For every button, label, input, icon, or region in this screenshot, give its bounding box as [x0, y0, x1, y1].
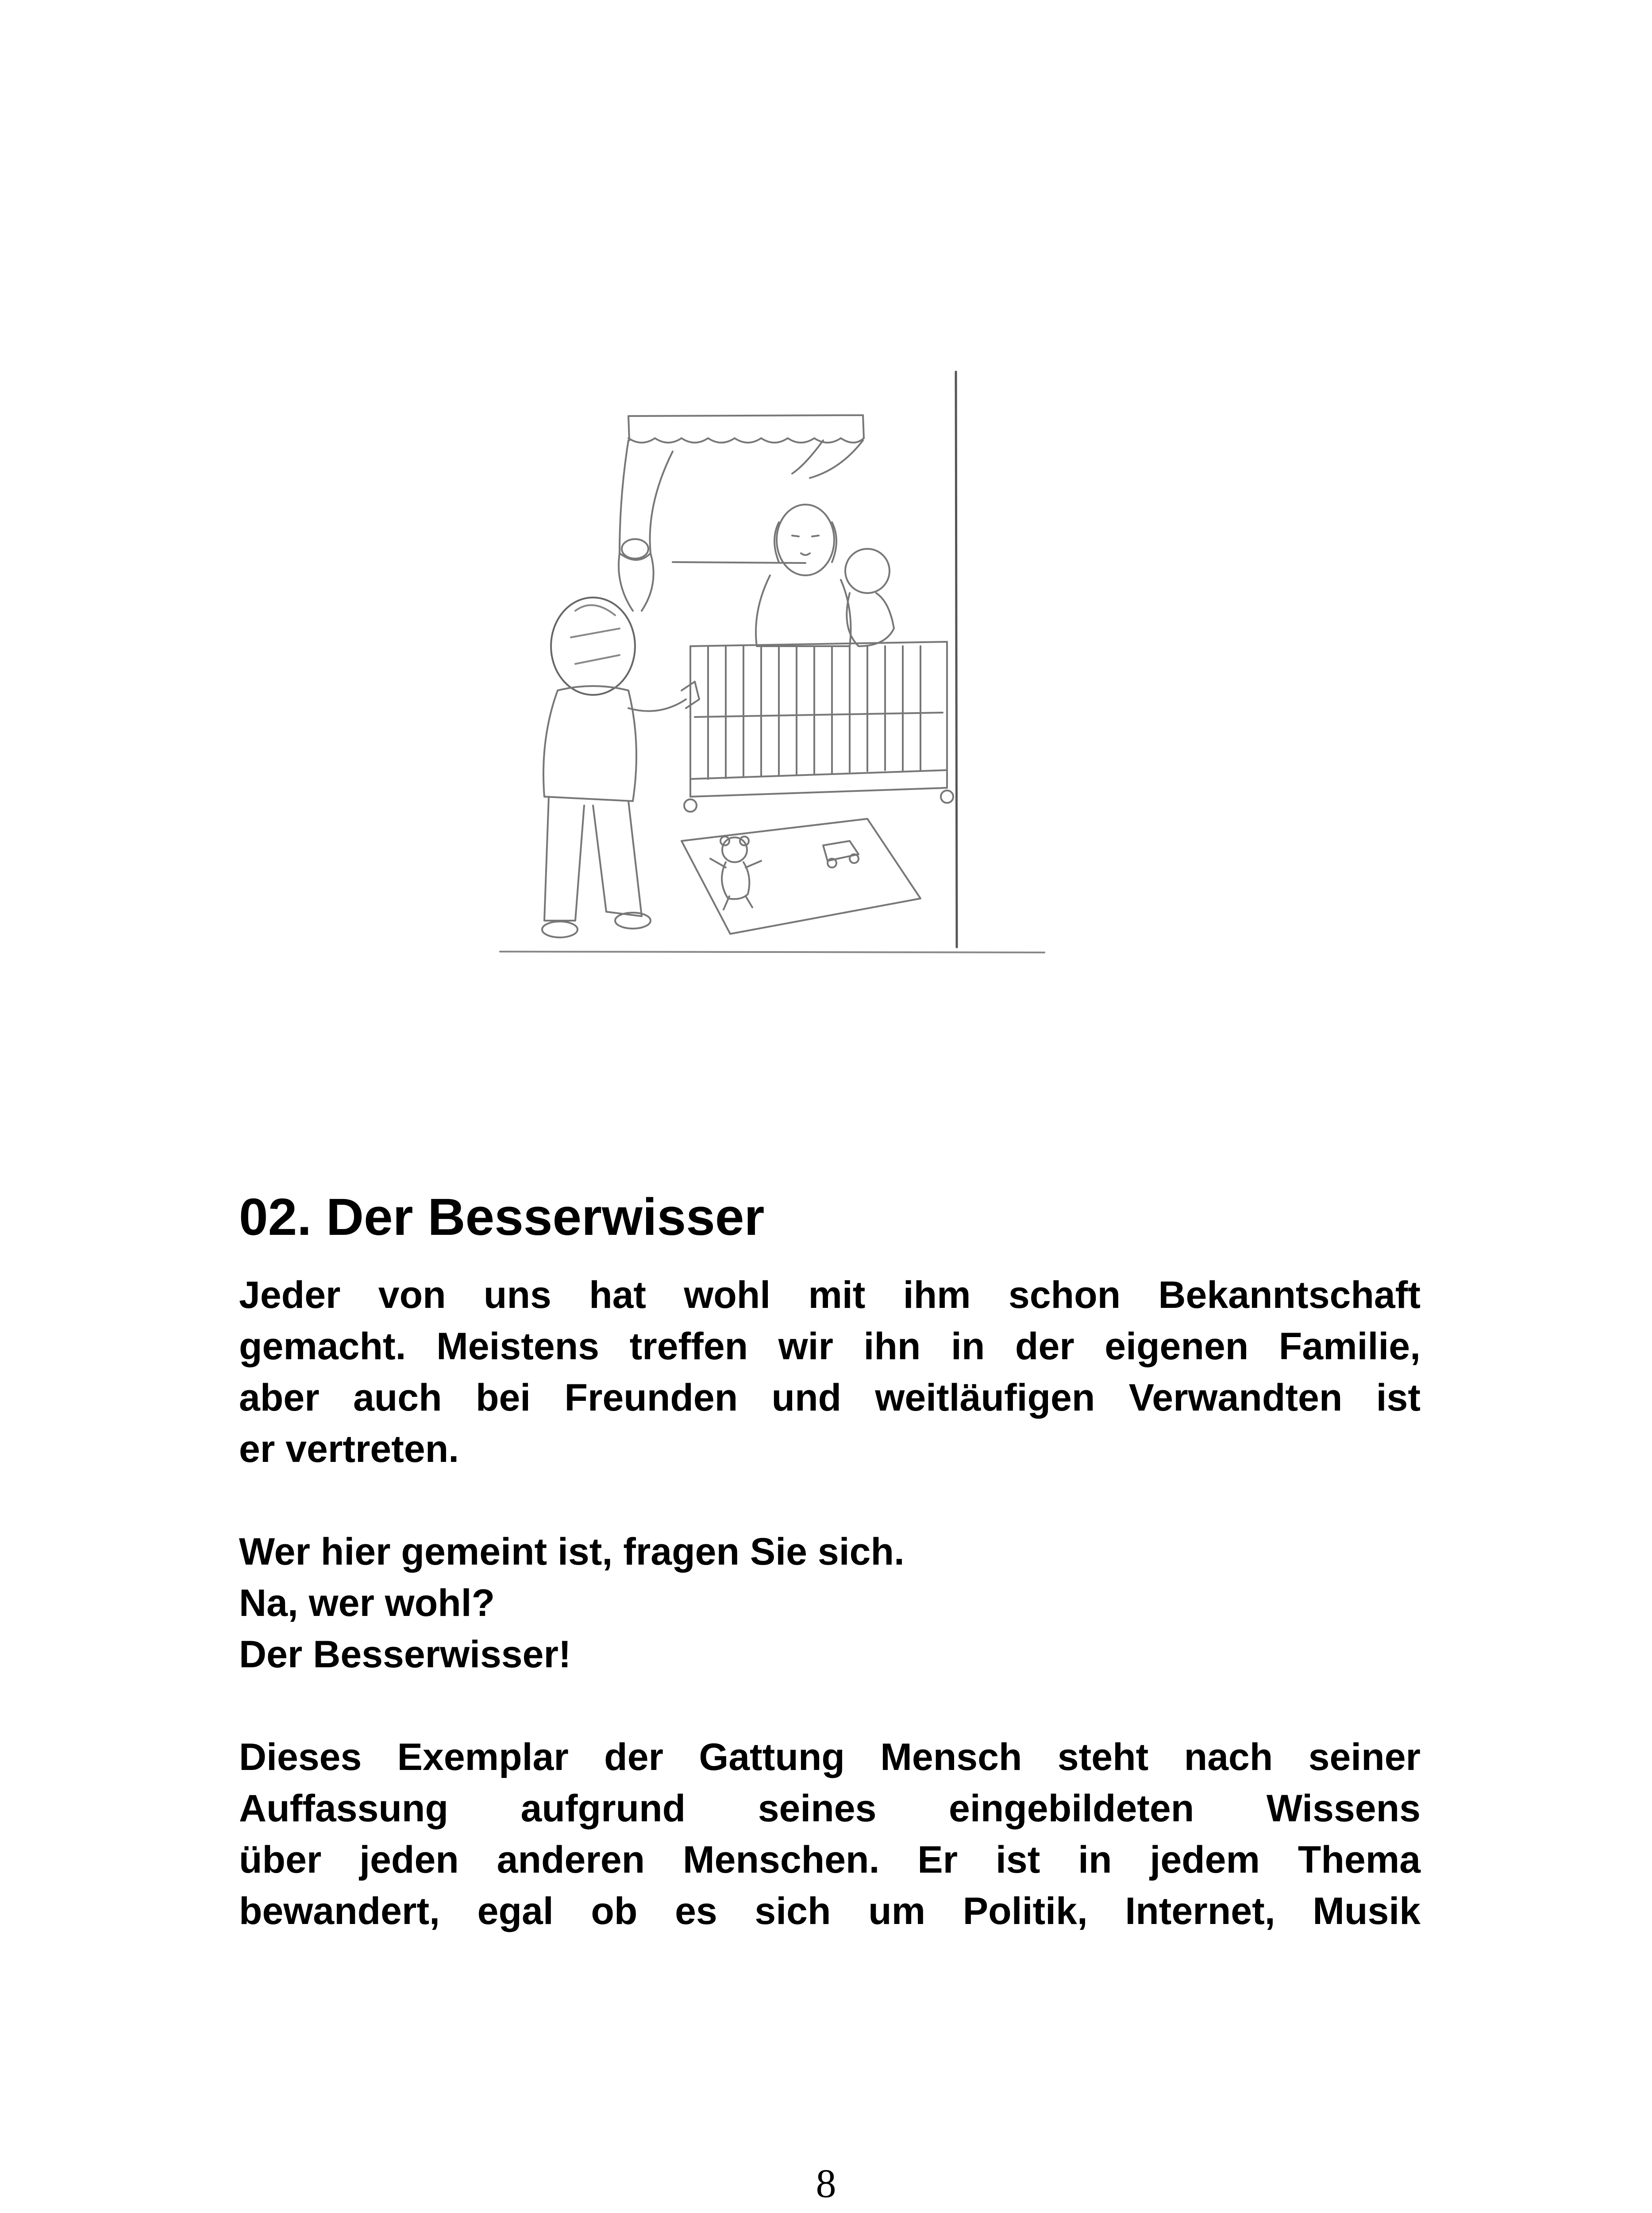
text-line: gemacht. Meistens treffen wir ihn in der eigenen Familie, — [239, 1325, 1421, 1368]
chapter-title: 02. Der Besserwisser — [239, 1188, 765, 1246]
text-line: Jeder von uns hat wohl mit ihm schon Bekanntschaft — [239, 1274, 1421, 1316]
page-number: 8 — [816, 2161, 836, 2206]
text-line: über jeden anderen Menschen. Er ist in jedem Thema — [239, 1839, 1421, 1881]
text-line: Dieses Exemplar der Gattung Mensch steht nach seiner — [239, 1736, 1421, 1778]
text-line: Na, wer wohl? — [239, 1582, 495, 1624]
paragraph-intro — [239, 1269, 1421, 1475]
text-line: Wer hier gemeint ist, fragen Sie sich. — [239, 1531, 905, 1573]
text-line: er vertreten. — [239, 1428, 459, 1470]
paragraph-question — [239, 1526, 1421, 1680]
paragraph-spacer — [239, 1680, 1421, 1731]
text-line: Der Besserwisser! — [239, 1633, 571, 1676]
paragraph-description — [239, 1731, 1421, 1937]
chapter-text — [239, 1186, 1421, 1937]
text-line: bewandert, egal ob es sich um Politik, Internet, Musik — [239, 1890, 1421, 1932]
pencil-sketch-icon — [487, 363, 1058, 983]
nursery-sketch-illustration — [487, 363, 1058, 983]
text-line: Auffassung aufgrund seines eingebildeten Wissens — [239, 1787, 1421, 1830]
text-line: aber auch bei Freunden und weitläufigen Verwandten ist — [239, 1376, 1421, 1419]
paragraph-spacer — [239, 1475, 1421, 1526]
